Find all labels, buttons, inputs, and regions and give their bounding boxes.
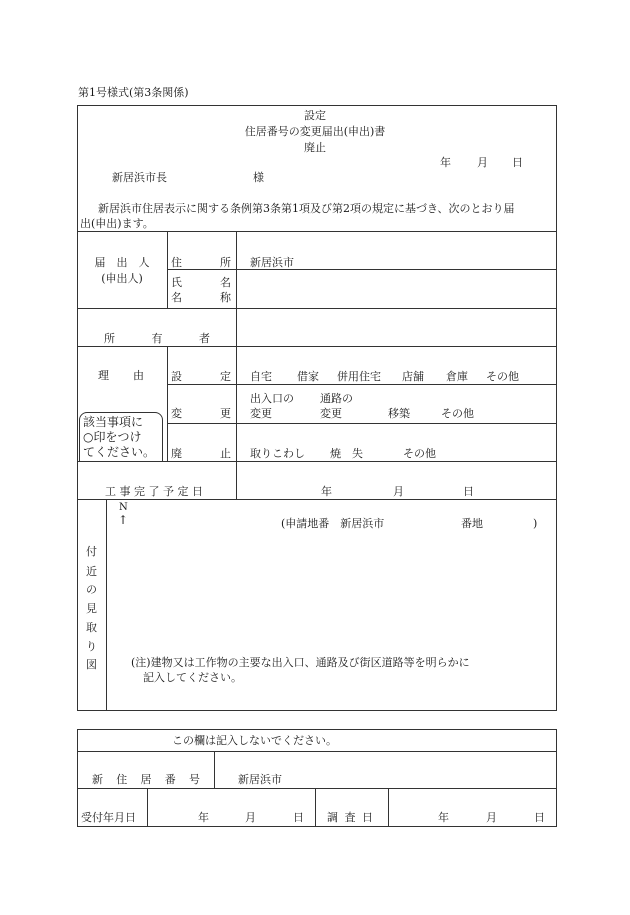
map-label-7: 図 xyxy=(86,658,97,671)
map-label-3: の xyxy=(86,583,97,596)
change-option-other: その他 xyxy=(441,407,474,420)
lot-number-suffix: 番地 xyxy=(461,517,483,530)
title-name-label: 名 称 xyxy=(171,291,231,304)
setting-option-home: 自宅 xyxy=(250,370,272,383)
map-label-5: 取 xyxy=(86,621,97,634)
received-day-label: 日 xyxy=(293,811,304,824)
title-abolish: 廃止 xyxy=(304,141,326,154)
owner-label: 所 有 者 xyxy=(104,332,210,345)
lot-number-close: ) xyxy=(533,517,538,530)
survey-year-label: 年 xyxy=(438,811,449,824)
abolish-option-demolition: 取りこわし xyxy=(250,447,305,460)
completion-year-label: 年 xyxy=(321,485,332,498)
reason-note-line-1: 該当事項に xyxy=(83,415,144,429)
received-year-label: 年 xyxy=(198,811,209,824)
address-label: 住 所 xyxy=(171,256,231,269)
north-arrow-icon: ↑ xyxy=(118,513,129,527)
addressee-honorific: 様 xyxy=(253,171,264,184)
abolish-option-other: その他 xyxy=(403,447,436,460)
setting-option-shop: 店舗 xyxy=(402,370,424,383)
received-month-label: 月 xyxy=(245,811,256,824)
main-form-frame xyxy=(77,105,557,711)
change-option-passage-b: 変更 xyxy=(320,407,342,420)
map-note-line-2: 記入してください。 xyxy=(143,671,242,684)
intro-line-1: 新居浜市住居表示に関する条例第3条第1項及び第2項の規定に基づき、次のとおり届 xyxy=(98,202,515,215)
received-date-label: 受付年月日 xyxy=(81,811,136,824)
date-month-label: 月 xyxy=(477,156,488,169)
reason-label: 理 由 xyxy=(98,369,144,382)
change-option-entrance-a: 出入口の xyxy=(250,392,294,405)
lot-number-label: (申請地番 新居浜市 xyxy=(281,517,385,530)
map-label-1: 付 xyxy=(86,545,97,558)
name-label: 氏 名 xyxy=(171,276,231,289)
new-number-value: 新居浜市 xyxy=(238,773,282,786)
change-option-passage-a: 通路の xyxy=(320,392,353,405)
address-value: 新居浜市 xyxy=(250,256,294,269)
map-note-line-1: (注)建物又は工作物の主要な出入口、通路及び街区道路等を明らかに xyxy=(131,656,470,669)
setting-option-warehouse: 倉庫 xyxy=(446,370,468,383)
survey-day-label: 日 xyxy=(534,811,545,824)
form-title: 住居番号の変更届出(申出)書 xyxy=(244,125,386,138)
title-setting: 設定 xyxy=(304,109,326,122)
intro-line-2: 出(申出)ます。 xyxy=(80,217,154,230)
completion-day-label: 日 xyxy=(463,485,474,498)
reason-note-line-3: てください。 xyxy=(83,445,156,459)
map-label-2: 近 xyxy=(86,565,97,578)
applicant-label: 届 出 人 xyxy=(94,256,150,269)
completion-month-label: 月 xyxy=(393,485,404,498)
change-option-entrance-b: 変更 xyxy=(250,407,272,420)
setting-option-other: その他 xyxy=(486,370,519,383)
reason-note-line-2: ○印をつけ xyxy=(83,430,142,444)
change-label: 変 更 xyxy=(171,407,231,420)
addressee-name: 新居浜市長 xyxy=(112,171,167,184)
setting-option-mixed-use: 併用住宅 xyxy=(337,370,381,383)
date-year-label: 年 xyxy=(440,156,451,169)
completion-label: 工 事 完 了 予 定 日 xyxy=(105,485,203,498)
abolish-label: 廃 止 xyxy=(171,447,231,460)
form-number: 第1号様式(第3条関係) xyxy=(78,86,189,99)
north-label: N xyxy=(119,502,128,513)
change-option-relocation: 移築 xyxy=(388,407,410,420)
survey-date-label: 調 査 日 xyxy=(327,811,373,824)
survey-month-label: 月 xyxy=(486,811,497,824)
setting-label: 設 定 xyxy=(171,370,231,383)
office-use-header: この欄は記入しないでください。 xyxy=(172,734,337,747)
map-label-4: 見 xyxy=(86,602,97,615)
new-number-label: 新 住 居 番 号 xyxy=(92,773,200,786)
map-label-6: り xyxy=(86,640,97,653)
date-day-label: 日 xyxy=(512,156,523,169)
applicant-sub-label: (申出人) xyxy=(101,272,143,285)
abolish-option-fire: 焼 失 xyxy=(330,447,363,460)
setting-option-rental: 借家 xyxy=(297,370,319,383)
